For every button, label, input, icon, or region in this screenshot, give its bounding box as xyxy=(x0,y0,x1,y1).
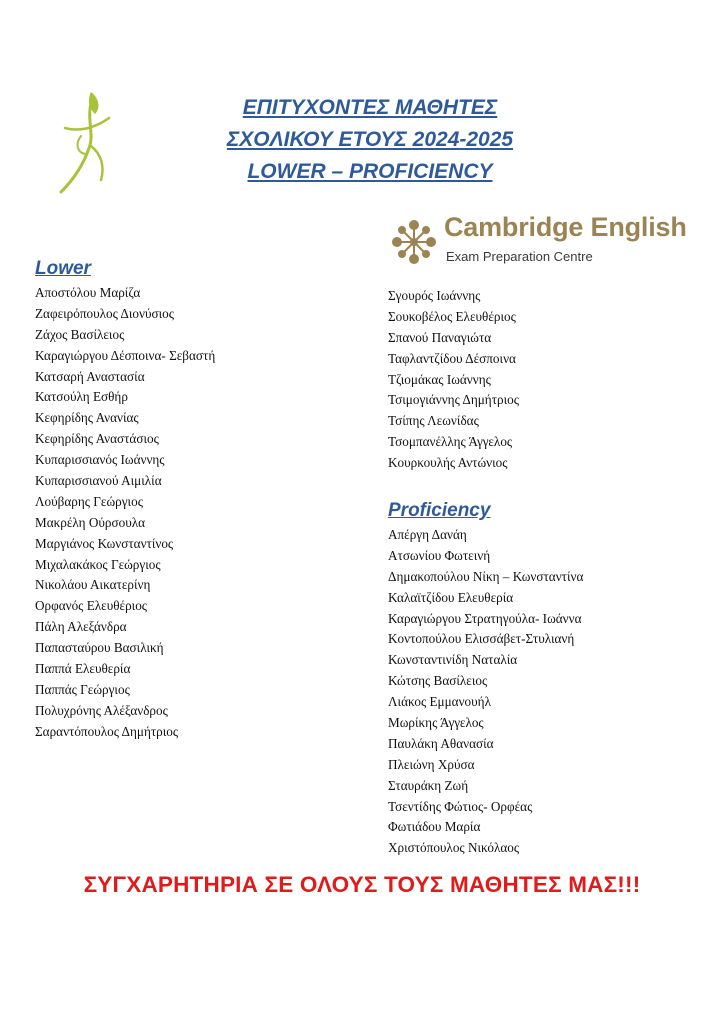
list-item: Κεφηρίδης Αναστάσιος xyxy=(35,431,159,447)
list-item: Πλειώνη Χρύσα xyxy=(388,756,475,772)
list-item: Πάλη Αλεξάνδρα xyxy=(35,619,127,635)
proficiency-student-list xyxy=(388,525,583,859)
list-item: Απέργη Δανάη xyxy=(388,527,467,542)
list-item: Ζάχος Βασίλειος xyxy=(35,326,125,342)
list-item: Κώτσης Βασίλειος xyxy=(388,673,488,689)
list-item: Παπασταύρου Βασιλική xyxy=(35,640,164,656)
lower-student-list xyxy=(35,283,215,743)
list-item: Τσίπης Λεωνίδας xyxy=(388,413,479,429)
congratulations-banner: ΣΥΓΧΑΡΗΤΗΡΙΑ ΣΕ ΟΛΟΥΣ ΤΟΥΣ ΜΑΘΗΤΕΣ ΜΑΣ!!! xyxy=(83,872,641,897)
lower-student-list-continued xyxy=(388,286,519,474)
list-item: Ζαφειρόπουλος Διονύσιος xyxy=(35,305,174,321)
list-item: Αποστόλου Μαρίζα xyxy=(35,285,141,300)
list-item: Κεφηρίδης Ανανίας xyxy=(35,410,139,426)
list-item: Παυλάκη Αθανασία xyxy=(388,735,494,751)
list-item: Κυπαρισσιανός Ιωάννης xyxy=(35,452,165,468)
proficiency-heading: Proficiency xyxy=(388,500,491,521)
list-item: Κουρκουλής Αντώνιος xyxy=(388,455,508,471)
list-item: Κωνσταντινίδη Ναταλία xyxy=(388,652,518,668)
list-item: Ορφανός Ελευθέριος xyxy=(35,598,148,614)
title-line-2: ΣΧΟΛΙΚΟΥ ΕΤΟΥΣ 2024-2025 xyxy=(226,128,514,151)
list-item: Δημακοπούλου Νίκη – Κωνσταντίνα xyxy=(388,568,584,584)
list-item: Μιχαλακάκος Γεώργιος xyxy=(35,556,161,572)
list-item: Σταυράκη Ζωή xyxy=(388,777,469,793)
page-title xyxy=(170,92,570,188)
list-item: Κυπαρισσιανού Αιμιλία xyxy=(35,473,162,489)
list-item: Λούβαρης Γεώργιος xyxy=(35,493,143,509)
cambridge-subtitle: Exam Preparation Centre xyxy=(446,249,593,264)
list-item: Μακρέλη Ούρσουλα xyxy=(35,514,146,530)
list-item: Σαραντόπουλος Δημήτριος xyxy=(35,723,179,739)
list-item: Σουκοβέλος Ελευθέριος xyxy=(388,308,516,324)
list-item: Ταφλαντζίδου Δέσποινα xyxy=(388,350,516,366)
list-item: Καλαϊτζίδου Ελευθερία xyxy=(388,589,514,605)
list-item: Λιάκος Εμμανουήλ xyxy=(388,694,491,710)
list-item: Τσομπανέλλης Άγγελος xyxy=(388,434,513,450)
cambridge-logo xyxy=(392,212,712,270)
list-item: Παππά Ελευθερία xyxy=(35,661,131,677)
list-item: Τζιομάκας Ιωάννης xyxy=(388,371,491,387)
cambridge-star-icon xyxy=(392,220,436,264)
list-item: Σπανού Παναγιώτα xyxy=(388,329,492,345)
list-item: Καραγιώργου Στρατηγούλα- Ιωάννα xyxy=(388,610,582,626)
list-item: Κατσούλη Εσθήρ xyxy=(35,389,128,405)
title-line-3: LOWER – PROFICIENCY xyxy=(247,160,493,183)
list-item: Τσεντίδης Φώτιος- Ορφέας xyxy=(388,798,533,814)
cambridge-name: Cambridge English xyxy=(444,212,687,242)
list-item: Πολυχρόνης Αλέξανδρος xyxy=(35,702,168,718)
list-item: Νικολάου Αικατερίνη xyxy=(35,577,151,593)
lower-heading: Lower xyxy=(35,258,91,279)
title-line-1: ΕΠΙΤΥΧΟΝΤΕΣ ΜΑΘΗΤΕΣ xyxy=(242,96,498,119)
list-item: Καραγιώργου Δέσποινα- Σεβαστή xyxy=(35,347,216,363)
school-logo-icon xyxy=(55,88,125,196)
list-item: Κατσαρή Αναστασία xyxy=(35,368,145,384)
list-item: Τσιμογιάννης Δημήτριος xyxy=(388,392,519,408)
list-item: Μωρίκης Άγγελος xyxy=(388,715,484,731)
list-item: Ατσωνίου Φωτεινή xyxy=(388,547,491,563)
list-item: Χριστόπουλος Νικόλαος xyxy=(388,840,520,856)
list-item: Μαργιάνος Κωνσταντίνος xyxy=(35,535,174,551)
list-item: Κοντοπούλου Ελισσάβετ-Στυλιανή xyxy=(388,631,575,647)
list-item: Σγουρός Ιωάννης xyxy=(388,288,481,303)
list-item: Φωτιάδου Μαρία xyxy=(388,819,481,835)
list-item: Παππάς Γεώργιος xyxy=(35,681,130,697)
